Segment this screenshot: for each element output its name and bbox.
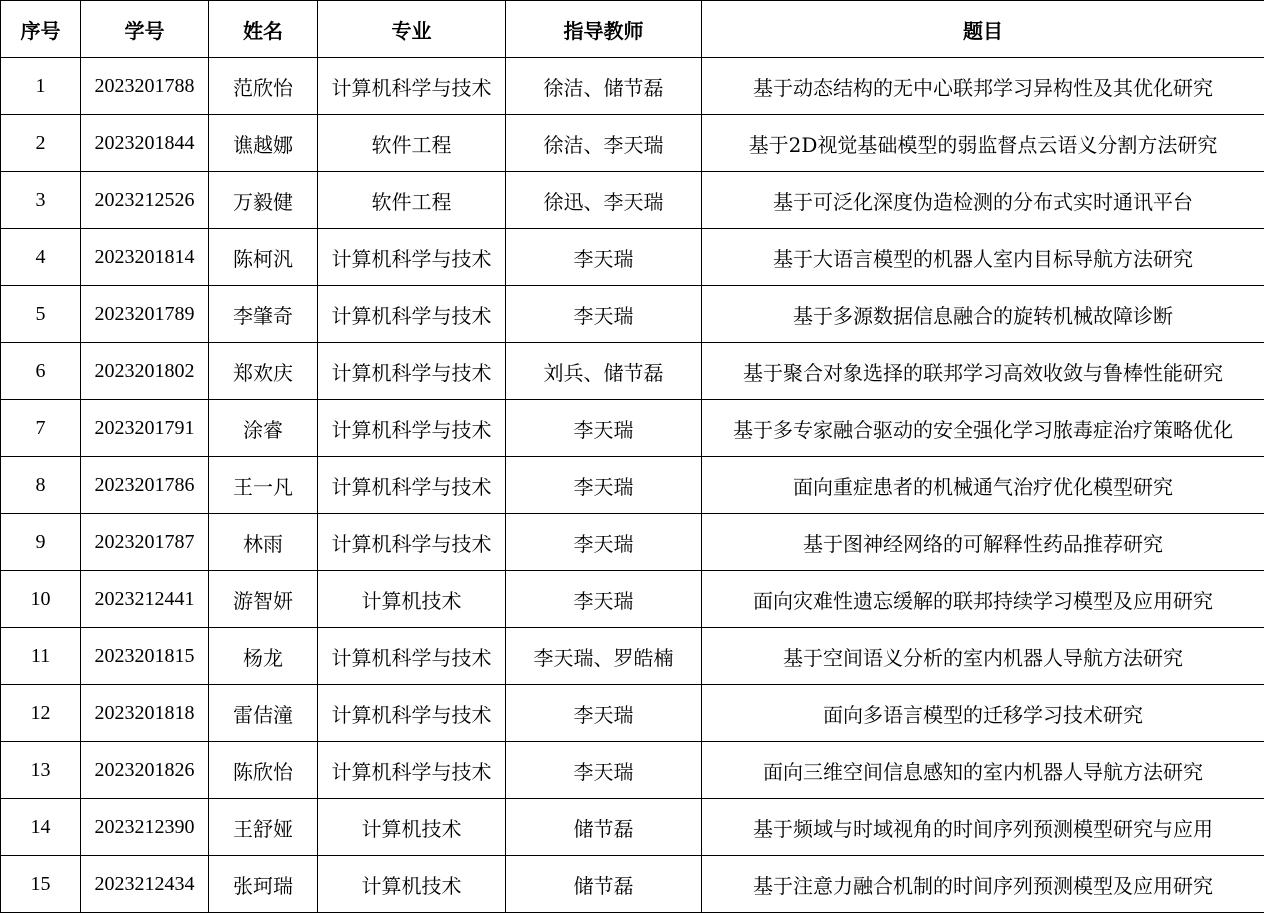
table-row — [1, 856, 1264, 913]
header-index: 序号 — [1, 1, 81, 58]
table-row — [1, 457, 1264, 514]
cell-student-id: 2023212526 — [81, 172, 209, 229]
cell-index: 9 — [1, 514, 81, 571]
cell-title: 基于2D视觉基础模型的弱监督点云语义分割方法研究 — [702, 115, 1264, 172]
cell-student-id: 2023212441 — [81, 571, 209, 628]
cell-major: 计算机科学与技术 — [318, 457, 506, 514]
cell-student-id: 2023212390 — [81, 799, 209, 856]
cell-name: 张珂瑞 — [209, 856, 318, 913]
cell-title: 基于可泛化深度伪造检测的分布式实时通讯平台 — [702, 172, 1264, 229]
cell-index: 1 — [1, 58, 81, 115]
cell-student-id: 2023201826 — [81, 742, 209, 799]
cell-advisor: 李天瑞 — [506, 742, 702, 799]
cell-name: 范欣怡 — [209, 58, 318, 115]
cell-title: 基于聚合对象选择的联邦学习高效收敛与鲁棒性能研究 — [702, 343, 1264, 400]
table-row — [1, 685, 1264, 742]
cell-title: 面向重症患者的机械通气治疗优化模型研究 — [702, 457, 1264, 514]
cell-major: 计算机科学与技术 — [318, 685, 506, 742]
cell-advisor: 李天瑞 — [506, 685, 702, 742]
table-row — [1, 742, 1264, 799]
header-title: 题目 — [702, 1, 1264, 58]
cell-student-id: 2023201789 — [81, 286, 209, 343]
cell-major: 计算机技术 — [318, 799, 506, 856]
header-student-id: 学号 — [81, 1, 209, 58]
cell-advisor: 徐洁、李天瑞 — [506, 115, 702, 172]
header-name: 姓名 — [209, 1, 318, 58]
table-row — [1, 229, 1264, 286]
table-row — [1, 400, 1264, 457]
cell-major: 软件工程 — [318, 172, 506, 229]
cell-student-id: 2023201844 — [81, 115, 209, 172]
cell-advisor: 储节磊 — [506, 799, 702, 856]
cell-title: 基于多专家融合驱动的安全强化学习脓毒症治疗策略优化 — [702, 400, 1264, 457]
table-body — [1, 58, 1264, 913]
cell-major: 计算机科学与技术 — [318, 514, 506, 571]
cell-advisor: 李天瑞 — [506, 514, 702, 571]
cell-name: 郑欢庆 — [209, 343, 318, 400]
cell-index: 8 — [1, 457, 81, 514]
cell-major: 计算机科学与技术 — [318, 742, 506, 799]
cell-index: 2 — [1, 115, 81, 172]
cell-title: 基于大语言模型的机器人室内目标导航方法研究 — [702, 229, 1264, 286]
header-major: 专业 — [318, 1, 506, 58]
cell-title: 基于图神经网络的可解释性药品推荐研究 — [702, 514, 1264, 571]
cell-student-id: 2023201787 — [81, 514, 209, 571]
cell-index: 15 — [1, 856, 81, 913]
cell-index: 14 — [1, 799, 81, 856]
table-row — [1, 799, 1264, 856]
cell-major: 计算机技术 — [318, 571, 506, 628]
cell-title: 基于动态结构的无中心联邦学习异构性及其优化研究 — [702, 58, 1264, 115]
cell-name: 王舒娅 — [209, 799, 318, 856]
cell-index: 4 — [1, 229, 81, 286]
cell-advisor: 李天瑞 — [506, 229, 702, 286]
cell-index: 11 — [1, 628, 81, 685]
cell-title: 基于频域与时域视角的时间序列预测模型研究与应用 — [702, 799, 1264, 856]
table-row — [1, 571, 1264, 628]
cell-major: 计算机科学与技术 — [318, 286, 506, 343]
cell-name: 林雨 — [209, 514, 318, 571]
cell-name: 涂睿 — [209, 400, 318, 457]
table-row — [1, 514, 1264, 571]
cell-index: 13 — [1, 742, 81, 799]
cell-name: 陈柯汎 — [209, 229, 318, 286]
table-row — [1, 115, 1264, 172]
cell-index: 10 — [1, 571, 81, 628]
cell-student-id: 2023201815 — [81, 628, 209, 685]
cell-advisor: 徐洁、储节磊 — [506, 58, 702, 115]
cell-student-id: 2023201802 — [81, 343, 209, 400]
table-row — [1, 172, 1264, 229]
cell-advisor: 刘兵、储节磊 — [506, 343, 702, 400]
cell-index: 7 — [1, 400, 81, 457]
cell-name: 雷佶潼 — [209, 685, 318, 742]
table-row — [1, 58, 1264, 115]
cell-title: 面向三维空间信息感知的室内机器人导航方法研究 — [702, 742, 1264, 799]
cell-student-id: 2023201818 — [81, 685, 209, 742]
cell-student-id: 2023201814 — [81, 229, 209, 286]
cell-title: 基于空间语义分析的室内机器人导航方法研究 — [702, 628, 1264, 685]
cell-title: 基于注意力融合机制的时间序列预测模型及应用研究 — [702, 856, 1264, 913]
cell-title: 基于多源数据信息融合的旋转机械故障诊断 — [702, 286, 1264, 343]
cell-index: 12 — [1, 685, 81, 742]
cell-student-id: 2023212434 — [81, 856, 209, 913]
cell-major: 计算机技术 — [318, 856, 506, 913]
cell-title: 面向灾难性遗忘缓解的联邦持续学习模型及应用研究 — [702, 571, 1264, 628]
cell-name: 陈欣怡 — [209, 742, 318, 799]
cell-major: 计算机科学与技术 — [318, 628, 506, 685]
cell-advisor: 李天瑞 — [506, 400, 702, 457]
cell-name: 谯越娜 — [209, 115, 318, 172]
cell-major: 软件工程 — [318, 115, 506, 172]
cell-index: 5 — [1, 286, 81, 343]
cell-name: 游智妍 — [209, 571, 318, 628]
header-advisor: 指导教师 — [506, 1, 702, 58]
table-row — [1, 286, 1264, 343]
cell-name: 王一凡 — [209, 457, 318, 514]
cell-index: 3 — [1, 172, 81, 229]
cell-advisor: 徐迅、李天瑞 — [506, 172, 702, 229]
cell-major: 计算机科学与技术 — [318, 343, 506, 400]
cell-student-id: 2023201788 — [81, 58, 209, 115]
cell-advisor: 李天瑞 — [506, 571, 702, 628]
cell-major: 计算机科学与技术 — [318, 400, 506, 457]
cell-name: 李肇奇 — [209, 286, 318, 343]
cell-advisor: 李天瑞、罗皓楠 — [506, 628, 702, 685]
cell-name: 万毅健 — [209, 172, 318, 229]
cell-name: 杨龙 — [209, 628, 318, 685]
cell-advisor: 储节磊 — [506, 856, 702, 913]
table-row — [1, 628, 1264, 685]
cell-title: 面向多语言模型的迁移学习技术研究 — [702, 685, 1264, 742]
cell-index: 6 — [1, 343, 81, 400]
cell-major: 计算机科学与技术 — [318, 58, 506, 115]
header-row — [1, 1, 1264, 58]
table-row — [1, 343, 1264, 400]
cell-major: 计算机科学与技术 — [318, 229, 506, 286]
cell-advisor: 李天瑞 — [506, 286, 702, 343]
cell-advisor: 李天瑞 — [506, 457, 702, 514]
cell-student-id: 2023201786 — [81, 457, 209, 514]
cell-student-id: 2023201791 — [81, 400, 209, 457]
